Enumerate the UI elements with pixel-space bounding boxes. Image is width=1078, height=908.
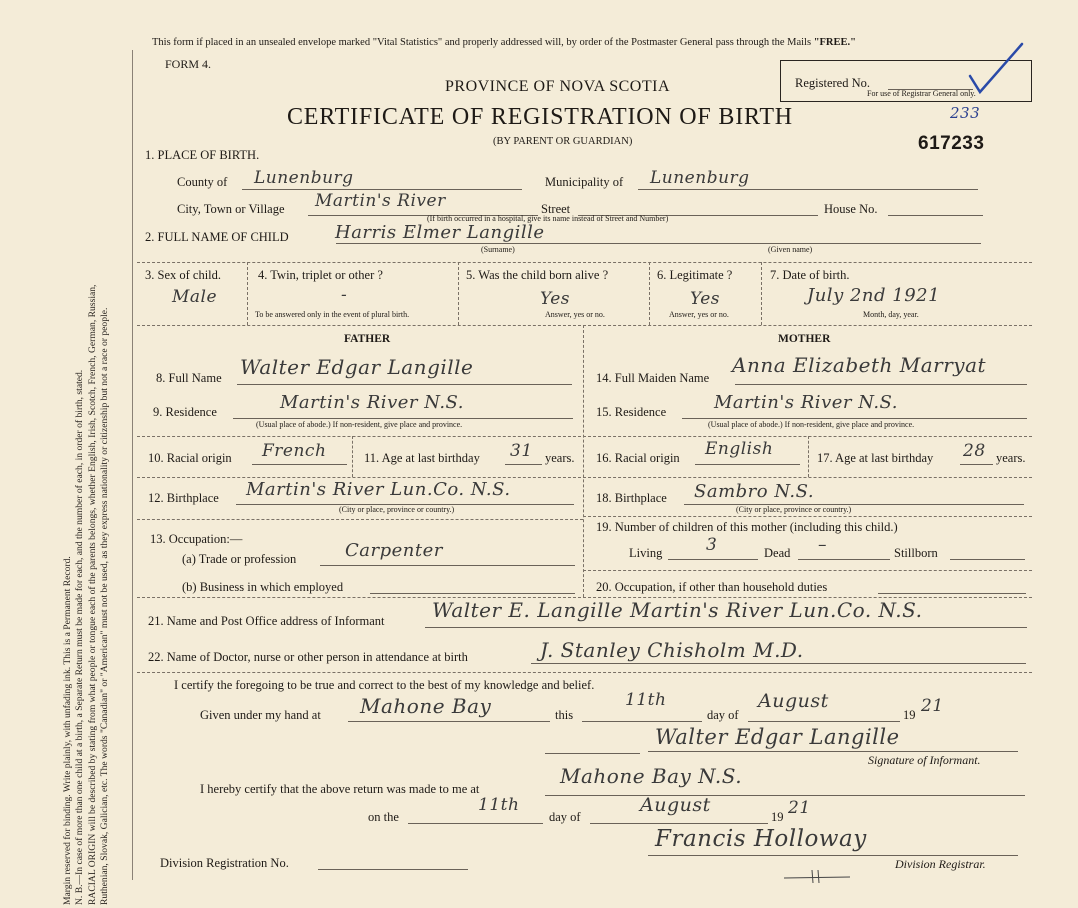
mother-birthplace-note: (City or place, province or country.) bbox=[736, 505, 852, 514]
division-registration-label: Division Registration No. bbox=[160, 856, 289, 870]
father-residence-note: (Usual place of abode.) If non-resident, give place and province. bbox=[256, 420, 463, 429]
mother-occupation-rule bbox=[583, 570, 1032, 571]
mother-racial-label: 16. Racial origin bbox=[596, 451, 680, 465]
date-of-birth-note: Month, day, year. bbox=[863, 310, 919, 319]
child-name-line bbox=[336, 243, 981, 244]
mother-occupation-line bbox=[878, 593, 1026, 594]
return-day-of-label: day of bbox=[549, 810, 581, 824]
handwritten-number: 233 bbox=[950, 104, 981, 122]
given-year-value: 21 bbox=[921, 696, 944, 716]
father-trade-label: (a) Trade or profession bbox=[182, 552, 297, 566]
father-age-label: 11. Age at last birthday bbox=[364, 451, 480, 465]
place-of-birth-label: 1. PLACE OF BIRTH. bbox=[145, 148, 260, 162]
mother-birthplace-line bbox=[684, 504, 1024, 505]
signature-informant-label: Signature of Informant. bbox=[868, 753, 981, 767]
certificate-title: CERTIFICATE OF REGISTRATION OF BIRTH bbox=[287, 104, 793, 130]
municipality-label: Municipality of bbox=[545, 175, 624, 189]
father-name-label: 8. Full Name bbox=[156, 371, 222, 385]
return-year-prefix: 19 bbox=[771, 810, 784, 824]
details-bottom-rule bbox=[137, 325, 1032, 326]
dead-line bbox=[798, 559, 890, 560]
on-the-label: on the bbox=[368, 810, 399, 824]
mother-racial-value: English bbox=[705, 439, 774, 459]
margin-note-binding: Margin reserved for binding. Write plainly, with unfading ink. This is a Permanent Record. bbox=[62, 556, 73, 905]
registrar-signature-line bbox=[648, 855, 1018, 856]
father-occupation-label: 13. Occupation:— bbox=[150, 532, 243, 546]
mother-name-value: Anna Elizabeth Marryat bbox=[732, 353, 987, 377]
child-name-label: 2. FULL NAME OF CHILD bbox=[145, 230, 289, 244]
county-value: Lunenburg bbox=[254, 168, 354, 188]
father-years-label: years. bbox=[545, 451, 575, 465]
stillborn-label: Stillborn bbox=[894, 546, 938, 560]
father-age-value: 31 bbox=[510, 441, 533, 461]
father-racial-line bbox=[252, 464, 347, 465]
living-value: 3 bbox=[706, 535, 718, 555]
signature-rule bbox=[545, 753, 640, 754]
informant-value: Walter E. Langille Martin's River Lun.Co. N.S. bbox=[432, 598, 923, 622]
city-label: City, Town or Village bbox=[177, 202, 285, 216]
date-of-birth-value: July 2nd 1921 bbox=[807, 285, 941, 306]
given-name-note: (Given name) bbox=[768, 245, 813, 254]
father-heading: FATHER bbox=[344, 333, 391, 345]
division-registrar-label: Division Registrar. bbox=[895, 857, 986, 871]
registrar-use-note: For use of Registrar General only. bbox=[867, 89, 976, 98]
registrar-signature: Francis Holloway bbox=[655, 826, 867, 852]
given-under-label: Given under my hand at bbox=[200, 708, 321, 722]
return-day-value: 11th bbox=[478, 795, 520, 815]
mother-heading: MOTHER bbox=[778, 333, 831, 345]
certify-statement: I certify the foregoing to be true and correct to the best of my knowledge and belief. bbox=[174, 678, 595, 692]
living-line bbox=[668, 559, 758, 560]
born-alive-note: Answer, yes or no. bbox=[545, 310, 605, 319]
house-number-line bbox=[888, 215, 983, 216]
given-year-prefix: 19 bbox=[903, 708, 916, 722]
return-label: I hereby certify that the above return was made to me at bbox=[200, 782, 480, 796]
margin-border bbox=[132, 50, 133, 880]
father-business-label: (b) Business in which employed bbox=[182, 580, 344, 594]
form-number: FORM 4. bbox=[165, 57, 212, 71]
stillborn-line bbox=[950, 559, 1025, 560]
father-name-line bbox=[237, 384, 572, 385]
born-alive-value: Yes bbox=[540, 289, 571, 309]
details-divider-2 bbox=[458, 262, 459, 325]
legitimate-value: Yes bbox=[690, 289, 721, 309]
given-day-of-label: day of bbox=[707, 708, 739, 722]
doctor-line bbox=[531, 663, 1026, 664]
father-birthplace-note: (City or place, province or country.) bbox=[339, 505, 455, 514]
mother-birthplace-label: 18. Birthplace bbox=[596, 491, 667, 505]
mother-age-label: 17. Age at last birthday bbox=[817, 451, 934, 465]
mother-age-line bbox=[960, 464, 993, 465]
county-label: County of bbox=[177, 175, 228, 189]
mother-residence-line bbox=[682, 418, 1027, 419]
father-residence-value: Martin's River N.S. bbox=[280, 392, 464, 413]
margin-note-racial-origin: RACIAL ORIGIN will be described by stating from what people or tongue each of the parents belongs, whether English, Irish, Scotch, French, German, Russian, bbox=[86, 284, 98, 905]
father-age-line bbox=[505, 464, 542, 465]
registered-number-label: Registered No. bbox=[795, 76, 870, 90]
father-trade-value: Carpenter bbox=[345, 540, 443, 561]
twin-value: - bbox=[341, 285, 348, 305]
county-line bbox=[242, 189, 522, 190]
return-year-value: 21 bbox=[788, 798, 811, 818]
house-number-label: House No. bbox=[824, 202, 878, 216]
legitimate-note: Answer, yes or no. bbox=[669, 310, 729, 319]
province-heading: PROVINCE OF NOVA SCOTIA bbox=[445, 78, 671, 95]
given-month-line bbox=[748, 721, 900, 722]
informant-label: 21. Name and Post Office address of Informant bbox=[148, 614, 385, 628]
given-place-line bbox=[348, 721, 550, 722]
racial-row-bottom-rule bbox=[137, 477, 1032, 478]
mother-children-rule bbox=[583, 516, 1032, 517]
return-place-value: Mahone Bay N.S. bbox=[560, 764, 743, 788]
return-day-line bbox=[408, 823, 543, 824]
racial-row-top-rule bbox=[137, 436, 1032, 437]
margin-note-multiple-births: N. B.—In case of more than one child at a birth, a Separate Return must be made for each, and the number of each, in order of birth, stated. bbox=[74, 369, 86, 905]
mother-residence-label: 15. Residence bbox=[596, 405, 667, 419]
return-month-line bbox=[590, 823, 768, 824]
father-birthplace-value: Martin's River Lun.Co. N.S. bbox=[246, 479, 511, 500]
twin-label: 4. Twin, triplet or other ? bbox=[258, 268, 383, 282]
father-trade-line bbox=[320, 565, 575, 566]
father-name-value: Walter Edgar Langille bbox=[240, 355, 474, 379]
father-racial-label: 10. Racial origin bbox=[148, 451, 232, 465]
given-day-value: 11th bbox=[625, 690, 667, 710]
municipality-line bbox=[638, 189, 978, 190]
margin-note-nationality: Ruthenian, Slovak, Galician, etc. The words "Canadian" or "American" must not be used, as they express nationality or citizenship but not a race or people. bbox=[98, 307, 110, 905]
informant-signature: Walter Edgar Langille bbox=[655, 725, 900, 749]
twin-note: To be answered only in the event of plural birth. bbox=[255, 310, 410, 319]
doctor-value: J. Stanley Chisholm M.D. bbox=[540, 638, 804, 662]
sex-value: Male bbox=[172, 287, 218, 307]
mother-name-line bbox=[735, 384, 1027, 385]
mother-years-label: years. bbox=[996, 451, 1026, 465]
mother-racial-divider bbox=[808, 436, 809, 477]
mother-children-label: 19. Number of children of this mother (including this child.) bbox=[596, 520, 898, 534]
street-label: Street bbox=[541, 202, 571, 216]
given-month-value: August bbox=[758, 690, 829, 712]
given-day-line bbox=[582, 721, 702, 722]
municipality-value: Lunenburg bbox=[650, 168, 750, 188]
postal-notice: This form if placed in an unsealed envelope marked "Vital Statistics" and properly addressed will, by order of the Postmaster General pass through the Mails "FREE." bbox=[152, 37, 856, 48]
father-residence-line bbox=[233, 418, 573, 419]
details-divider-4 bbox=[761, 262, 762, 325]
mother-name-label: 14. Full Maiden Name bbox=[596, 371, 710, 385]
father-racial-divider bbox=[352, 436, 353, 477]
mother-residence-value: Martin's River N.S. bbox=[714, 392, 898, 413]
father-residence-label: 9. Residence bbox=[153, 405, 217, 419]
margin-notes bbox=[62, 5, 111, 905]
born-alive-label: 5. Was the child born alive ? bbox=[466, 268, 609, 282]
father-birthplace-label: 12. Birthplace bbox=[148, 491, 219, 505]
surname-note: (Surname) bbox=[481, 245, 515, 254]
sex-label: 3. Sex of child. bbox=[145, 268, 222, 282]
return-month-value: August bbox=[640, 794, 711, 816]
mother-occupation-label: 20. Occupation, if other than household duties bbox=[596, 580, 828, 594]
mother-birthplace-value: Sambro N.S. bbox=[694, 481, 815, 502]
city-value: Martin's River bbox=[315, 191, 446, 211]
details-divider-3 bbox=[649, 262, 650, 325]
mother-residence-note: (Usual place of abode.) If non-resident, give place and province. bbox=[708, 420, 915, 429]
dead-value: – bbox=[818, 535, 827, 555]
living-label: Living bbox=[629, 546, 663, 560]
father-occupation-rule bbox=[137, 519, 583, 520]
informant-line bbox=[425, 627, 1027, 628]
father-racial-value: French bbox=[262, 441, 327, 461]
given-this-label: this bbox=[555, 708, 574, 722]
hospital-note: (If birth occurred in a hospital, give its name instead of Street and Number) bbox=[427, 214, 669, 223]
pencil-mark bbox=[782, 868, 852, 876]
mother-age-value: 28 bbox=[963, 441, 986, 461]
certificate-subtitle: (BY PARENT OR GUARDIAN) bbox=[493, 136, 633, 147]
mother-racial-line bbox=[695, 464, 800, 465]
legitimate-label: 6. Legitimate ? bbox=[657, 268, 733, 282]
details-top-rule bbox=[137, 262, 1032, 263]
certificate-number: 617233 bbox=[918, 133, 985, 154]
date-of-birth-label: 7. Date of birth. bbox=[770, 268, 850, 282]
checkmark-icon bbox=[966, 40, 1026, 96]
details-divider-1 bbox=[247, 262, 248, 325]
division-registration-line bbox=[318, 869, 468, 870]
return-place-line bbox=[545, 795, 1025, 796]
doctor-label: 22. Name of Doctor, nurse or other person in attendance at birth bbox=[148, 650, 468, 664]
parents-divider bbox=[583, 325, 584, 597]
father-business-line bbox=[370, 593, 575, 594]
given-place-value: Mahone Bay bbox=[360, 694, 492, 718]
dead-label: Dead bbox=[764, 546, 791, 560]
certification-top-rule bbox=[137, 672, 1032, 673]
informant-signature-line bbox=[648, 751, 1018, 752]
child-name-value: Harris Elmer Langille bbox=[335, 222, 545, 243]
